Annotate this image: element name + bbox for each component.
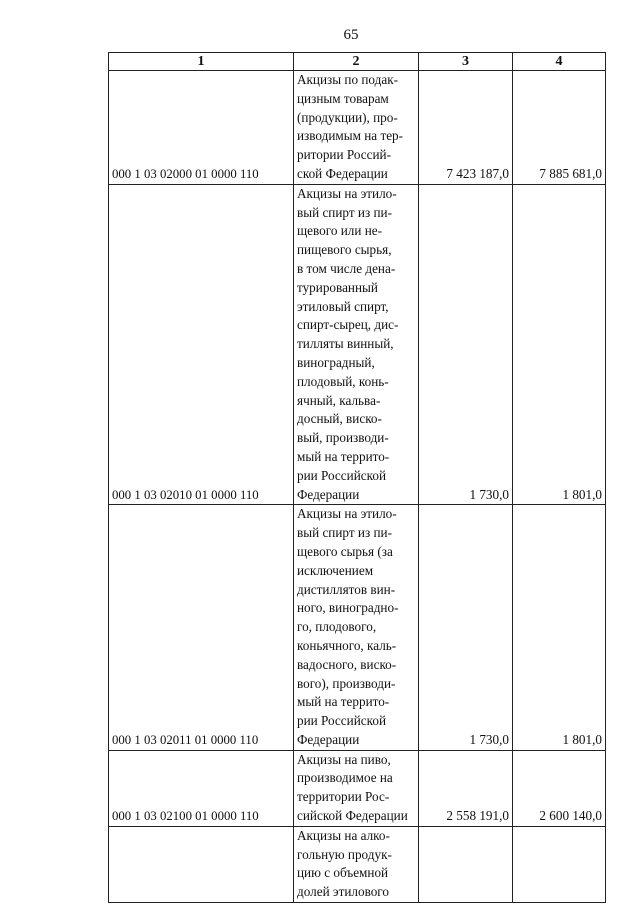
- item-name-line: Акцизы на пиво,: [297, 751, 391, 767]
- item-name-line: го, плодового,: [297, 619, 377, 635]
- item-name-line: пищевого сырья,: [297, 242, 392, 258]
- amount-col3-cell: 2 558 191,0: [419, 750, 513, 826]
- amount-col4-cell: 1 801,0: [513, 505, 606, 750]
- item-name-line: Акцизы на алко-: [297, 827, 390, 843]
- item-name-line: цизным товарам: [297, 90, 389, 106]
- column-header-1: 1: [109, 53, 294, 71]
- budget-code-cell: 000 1 03 02100 01 0000 110: [109, 750, 294, 826]
- item-name-line: производимое на: [297, 770, 393, 786]
- budget-code-cell: 000 1 03 02000 01 0000 110: [109, 71, 294, 185]
- item-name-line: ного, виноградно-: [297, 600, 399, 616]
- item-name-line: этиловый спирт,: [297, 298, 389, 314]
- item-name-line: виноградный,: [297, 354, 375, 370]
- item-name-cell: [294, 750, 419, 826]
- item-name-line: вый, производи-: [297, 430, 389, 446]
- item-name-line: коньячного, каль-: [297, 637, 397, 653]
- item-name-line: вадосного, виско-: [297, 656, 397, 672]
- item-name-line: дистиллятов вин-: [297, 581, 396, 597]
- item-name-line: турированный: [297, 279, 378, 295]
- item-name-line: щевого сырья (за: [297, 543, 393, 559]
- item-name-line: мый на террито-: [297, 448, 390, 464]
- table-row: [109, 71, 606, 185]
- item-name-line: щевого или не-: [297, 223, 383, 239]
- table-body: [109, 71, 606, 903]
- amount-col3-cell: 7 423 187,0: [419, 71, 513, 185]
- item-name-line: ской Федерации: [297, 165, 388, 181]
- item-name-cell: [294, 505, 419, 750]
- item-name-line: ячный, кальва-: [297, 392, 381, 408]
- item-name-line: досный, виско-: [297, 411, 382, 427]
- column-header-2: 2: [294, 53, 419, 71]
- amount-col4-cell: 2 600 140,0: [513, 750, 606, 826]
- item-name-line: Акцизы по подак-: [297, 72, 398, 87]
- item-name-line: Федерации: [297, 486, 360, 502]
- table-row: [109, 184, 606, 505]
- amount-col4-cell: [513, 826, 606, 902]
- item-name-line: ритории Россий-: [297, 147, 391, 163]
- item-name-line: вый спирт из пи-: [297, 525, 392, 541]
- item-name-line: рии Российской: [297, 713, 386, 729]
- item-name-line: Акцизы на этило-: [297, 185, 397, 201]
- item-name-line: тилляты винный,: [297, 336, 394, 352]
- budget-code-cell: 000 1 03 02011 01 0000 110: [109, 505, 294, 750]
- column-header-4: 4: [513, 53, 606, 71]
- budget-table: [108, 52, 606, 903]
- item-name-line: вого), производи-: [297, 675, 396, 691]
- item-name-line: гольную продук-: [297, 846, 392, 862]
- item-name-cell: [294, 826, 419, 902]
- item-name-line: Акцизы на этило-: [297, 506, 397, 522]
- page-number: 65: [343, 27, 359, 43]
- table-row: [109, 826, 606, 902]
- item-name-cell: [294, 71, 419, 185]
- table-header-row: [109, 53, 606, 71]
- budget-code-cell: [109, 826, 294, 902]
- item-name-line: рии Российской: [297, 467, 386, 483]
- amount-col3-cell: [419, 826, 513, 902]
- amount-col3-cell: 1 730,0: [419, 505, 513, 750]
- item-name-line: изводимым на тер-: [297, 128, 404, 144]
- amount-col3-cell: 1 730,0: [419, 184, 513, 505]
- item-name-line: спирт-сырец, дис-: [297, 317, 399, 333]
- item-name-line: сийской Федерации: [297, 808, 408, 824]
- item-name-line: мый на террито-: [297, 694, 390, 710]
- item-name-line: цию с объемной: [297, 865, 389, 881]
- amount-col4-cell: 1 801,0: [513, 184, 606, 505]
- table-row: [109, 750, 606, 826]
- budget-code-cell: 000 1 03 02010 01 0000 110: [109, 184, 294, 505]
- item-name-cell: [294, 184, 419, 505]
- item-name-line: долей этилового: [297, 884, 389, 900]
- amount-col4-cell: 7 885 681,0: [513, 71, 606, 185]
- table-row: [109, 505, 606, 750]
- item-name-line: исключением: [297, 562, 374, 578]
- item-name-line: Федерации: [297, 731, 360, 747]
- item-name-line: вый спирт из пи-: [297, 204, 392, 220]
- column-header-3: 3: [419, 53, 513, 71]
- item-name-line: плодовый, конь-: [297, 373, 389, 389]
- item-name-line: в том числе дена-: [297, 260, 396, 276]
- item-name-line: территории Рос-: [297, 789, 390, 805]
- item-name-line: (продукции), про-: [297, 109, 398, 125]
